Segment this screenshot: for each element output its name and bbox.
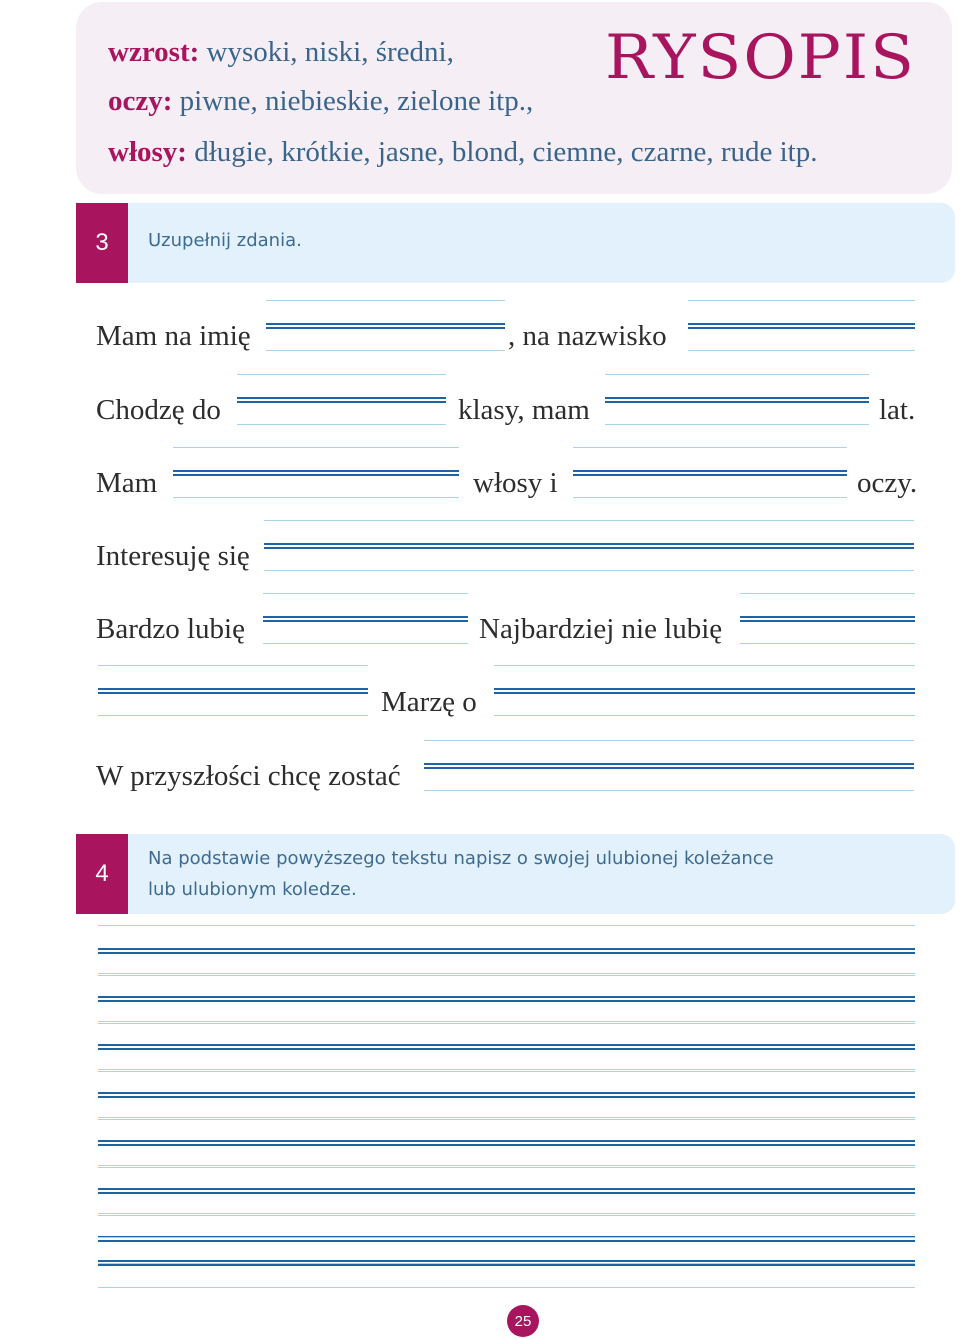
task-4-instruction xyxy=(148,843,774,905)
label-future: W przyszłości chcę zostać xyxy=(96,760,401,792)
task-number-badge: 4 xyxy=(76,834,128,914)
label-surname: , na nazwisko xyxy=(508,320,667,352)
label-class-mid: klasy, mam xyxy=(458,394,590,426)
task-number-badge: 3 xyxy=(76,203,128,283)
vocab-line-eyes xyxy=(108,85,533,118)
rysopis-title: RYSOPIS xyxy=(605,22,916,94)
label-dream: Marzę o xyxy=(381,686,477,718)
task-3-instruction: Uzupełnij zdania. xyxy=(148,230,302,251)
label-eyes-suffix: oczy. xyxy=(857,467,918,499)
vocab-values: długie, krótkie, jasne, blond, ciemne, czarne, rude itp. xyxy=(186,136,818,168)
vocab-values: wysoki, niski, średni, xyxy=(199,36,454,68)
label-dislikes: Najbardziej nie lubię xyxy=(479,613,723,645)
label-class: Chodzę do xyxy=(96,394,221,426)
vocab-line-hair xyxy=(108,136,818,169)
label-age-suffix: lat. xyxy=(879,394,916,426)
vocab-line-height xyxy=(108,36,454,69)
task-4-header xyxy=(76,834,955,914)
page-number-badge: 25 xyxy=(507,1305,539,1337)
label-name: Mam na imię xyxy=(96,320,251,352)
label-hair: Mam xyxy=(96,467,158,499)
task-4-instruction-line-1: Na podstawie powyższego tekstu napisz o swojej ulubionej koleżance xyxy=(148,848,774,869)
label-hair-mid: włosy i xyxy=(473,467,558,499)
task-4-instruction-line-2: lub ulubionym koledze. xyxy=(148,879,357,900)
vocab-term: wzrost: xyxy=(108,36,200,68)
vocab-term: włosy: xyxy=(108,136,187,168)
label-interests: Interesuję się xyxy=(96,540,250,572)
label-likes: Bardzo lubię xyxy=(96,613,245,645)
vocab-values: piwne, niebieskie, zielone itp., xyxy=(172,85,534,117)
task-3-header xyxy=(76,203,955,283)
vocab-term: oczy: xyxy=(108,85,173,117)
